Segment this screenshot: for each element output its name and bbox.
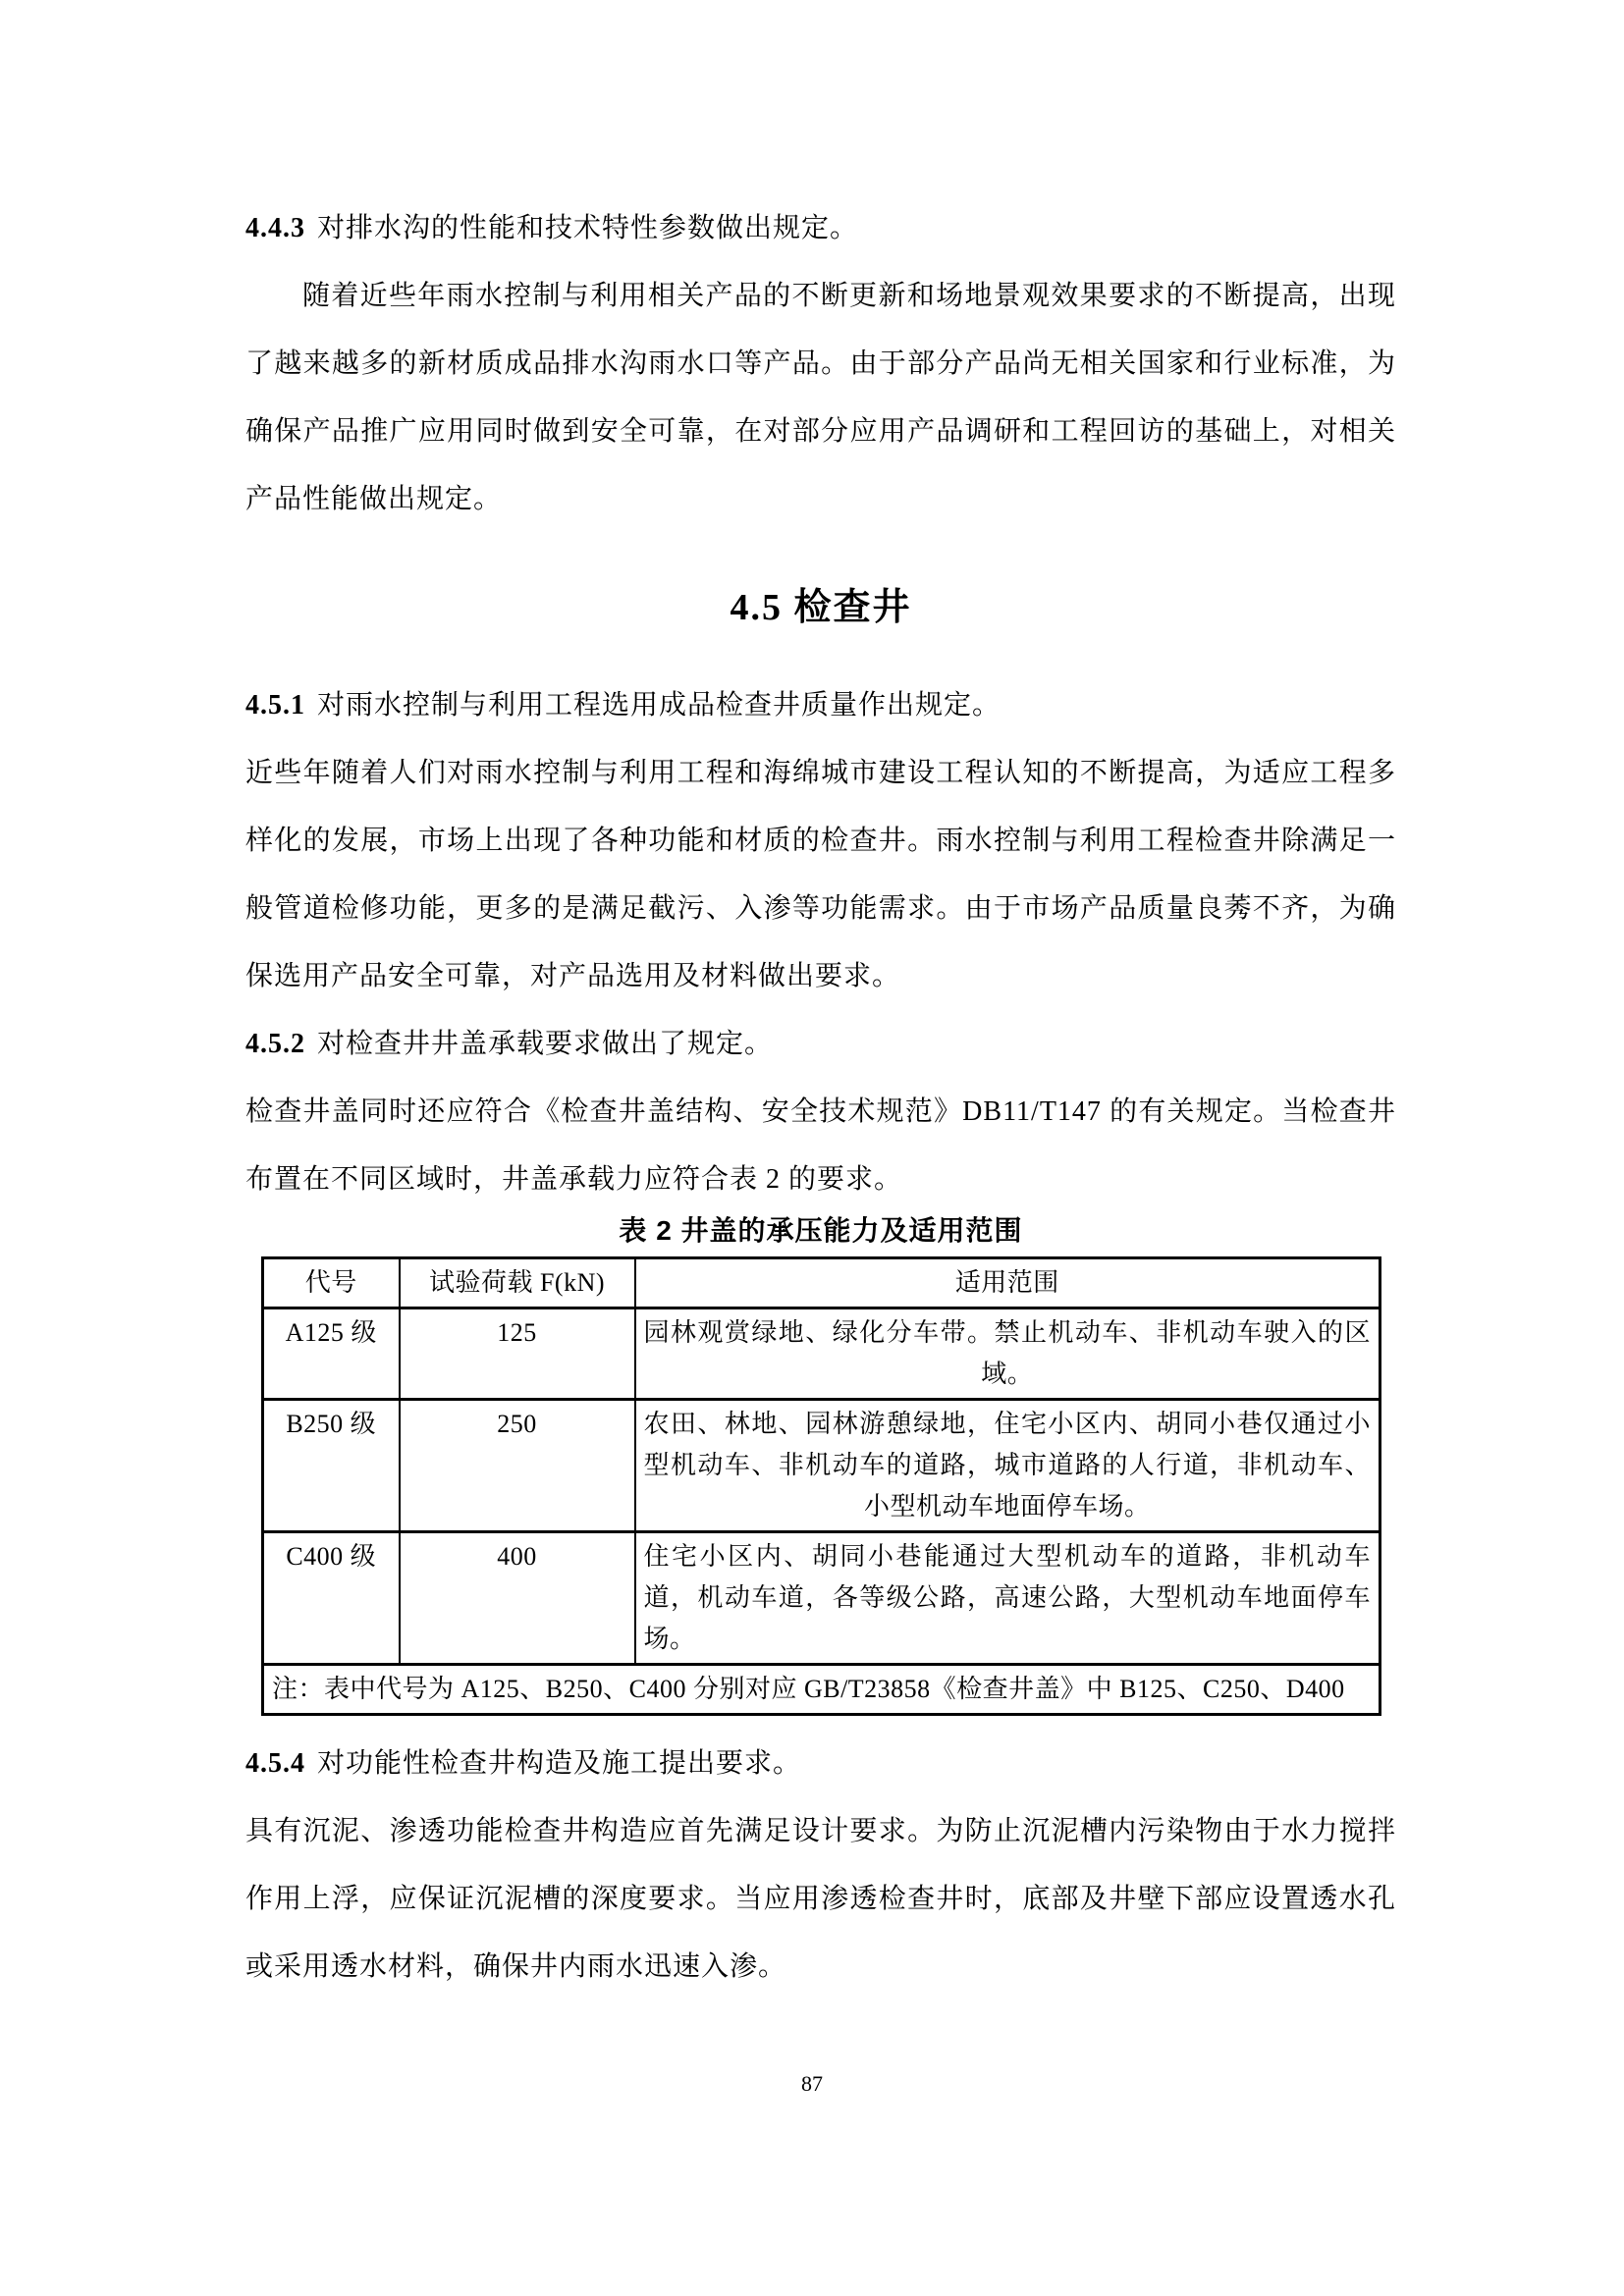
cell-code-b250: B250 级 <box>263 1400 400 1532</box>
clause-4-5-2-number: 4.5.2 <box>245 1029 305 1059</box>
clause-4-5-2-text: 对检查井井盖承载要求做出了规定。 <box>317 1029 774 1059</box>
column-header-code: 代号 <box>263 1258 400 1308</box>
table-row-b250 <box>263 1400 1380 1532</box>
cell-load-b250: 250 <box>400 1400 635 1532</box>
column-header-test-load: 试验荷载 F(kN) <box>400 1258 635 1308</box>
page-number: 87 <box>801 2071 823 2096</box>
paragraph-4-5-4-explanation: 具有沉泥、渗透功能检查井构造应首先满足设计要求。为防止沉泥槽内污染物由于水力搅拌作用上浮，应保证沉泥槽的深度要求。当应用渗透检查井时，底部及井壁下部应设置透水孔或采用透水材料，确保井内雨水迅速入渗。 <box>245 1816 1396 1982</box>
paragraph-4-5-1-explanation: 近些年随着人们对雨水控制与利用工程和海绵城市建设工程认知的不断提高，为适应工程多样化的发展，市场上出现了各种功能和材质的检查井。雨水控制与利用工程检查井除满足一般管道检修功能，更多的是满足截污、入渗等功能需求。由于市场产品质量良莠不齐，为确保选用产品安全可靠，对产品选用及材料做出要求。 <box>245 758 1396 991</box>
table-2-manhole-cover-load <box>261 1256 1381 1716</box>
clause-4-4-3-text: 对排水沟的性能和技术特性参数做出规定。 <box>317 213 859 243</box>
cell-load-a125: 125 <box>400 1308 635 1400</box>
clause-4-5-1-number: 4.5.1 <box>245 690 305 721</box>
clause-4-5-1-text: 对雨水控制与利用工程选用成品检查井质量作出规定。 <box>317 690 1001 721</box>
clause-4-5-2 <box>245 1010 1396 1078</box>
table-note: 注：表中代号为 A125、B250、C400 分别对应 GB/T23858《检查井盖》中 B125、C250、D400 <box>263 1665 1380 1715</box>
cell-code-c400: C400 级 <box>263 1532 400 1665</box>
clause-4-5-4 <box>245 1730 1396 1797</box>
paragraph-4-5-2-explanation: 检查井盖同时还应符合《检查井盖结构、安全技术规范》DB11/T147 的有关规定。当检查井布置在不同区域时，井盖承载力应符合表 2 的要求。 <box>245 1096 1396 1195</box>
cell-scope-c400: 住宅小区内、胡同小巷能通过大型机动车的道路，非机动车道，机动车道，各等级公路，高速公路，大型机动车地面停车场。 <box>635 1532 1380 1665</box>
section-heading-4-5: 4.5 检查井 <box>730 587 912 628</box>
clause-4-5-1 <box>245 671 1396 739</box>
clause-4-4-3 <box>245 194 1396 262</box>
cell-scope-a125: 园林观赏绿地、绿化分车带。禁止机动车、非机动车驶入的区域。 <box>635 1308 1380 1400</box>
cell-scope-b250: 农田、林地、园林游憩绿地，住宅小区内、胡同小巷仅通过小型机动车、非机动车的道路，城市道路的人行道，非机动车、小型机动车地面停车场。 <box>635 1400 1380 1532</box>
table-2-caption: 表 2 井盖的承压能力及适用范围 <box>619 1215 1023 1246</box>
clause-4-5-4-text: 对功能性检查井构造及施工提出要求。 <box>317 1748 802 1779</box>
clause-4-4-3-number: 4.4.3 <box>245 213 305 243</box>
table-row-c400 <box>263 1532 1380 1665</box>
column-header-scope: 适用范围 <box>635 1258 1380 1308</box>
clause-4-5-4-number: 4.5.4 <box>245 1748 305 1779</box>
paragraph-4-4-3-explanation: 随着近些年雨水控制与利用相关产品的不断更新和场地景观效果要求的不断提高，出现了越来越多的新材质成品排水沟雨水口等产品。由于部分产品尚无相关国家和行业标准，为确保产品推广应用同时做到安全可靠，在对部分应用产品调研和工程回访的基础上，对相关产品性能做出规定。 <box>245 281 1396 514</box>
cell-load-c400: 400 <box>400 1532 635 1665</box>
table-note-row <box>263 1665 1380 1715</box>
table-header-row <box>263 1258 1380 1308</box>
table-row-a125 <box>263 1308 1380 1400</box>
cell-code-a125: A125 级 <box>263 1308 400 1400</box>
